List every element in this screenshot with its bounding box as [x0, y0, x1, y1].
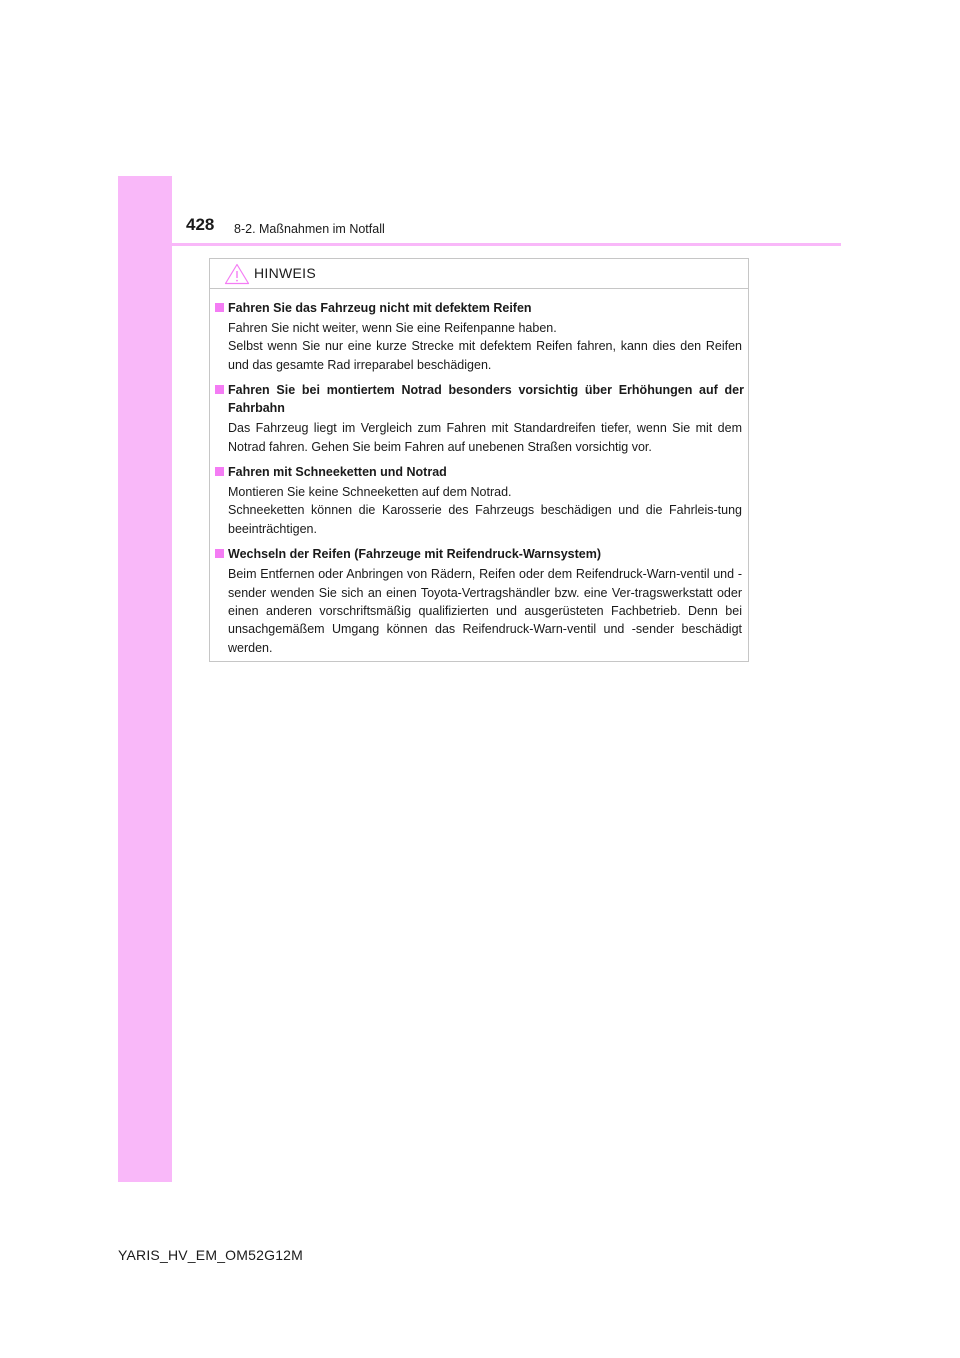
square-bullet-icon [215, 385, 224, 394]
item-heading-text: Fahren Sie das Fahrzeug nicht mit defektem Reifen [228, 301, 532, 315]
notice-item [210, 299, 750, 374]
page-number: 428 [186, 215, 215, 234]
item-text [210, 565, 750, 657]
notice-header [210, 259, 748, 289]
item-text [210, 483, 750, 538]
item-heading [210, 463, 750, 481]
square-bullet-icon [215, 467, 224, 476]
notice-body [210, 299, 750, 664]
notice-title: HINWEIS [254, 265, 316, 281]
footer-doc-code: YARIS_HV_EM_OM52G12M [118, 1247, 304, 1263]
square-bullet-icon [215, 549, 224, 558]
header-rule [118, 243, 841, 246]
section-title: 8-2. Maßnahmen im Notfall [234, 222, 385, 236]
item-text [210, 419, 750, 456]
item-heading [210, 381, 750, 417]
item-paragraph: Schneeketten können die Karosserie des Fahrzeugs beschädigen und die Fahrleis-tung beeinträchtigen. [228, 503, 742, 536]
notice-item [210, 463, 750, 538]
warning-triangle-icon [224, 263, 250, 285]
side-color-band [118, 176, 172, 1182]
item-heading-text: Fahren Sie bei montiertem Notrad besonders vorsichtig über Erhöhungen auf der Fahrbahn [228, 383, 744, 416]
item-heading-text: Wechseln der Reifen (Fahrzeuge mit Reifendruck-Warnsystem) [228, 547, 602, 562]
notice-box [209, 258, 749, 662]
item-paragraph: Selbst wenn Sie nur eine kurze Strecke mit defektem Reifen fahren, kann dies den Reifen und das gesamte Rad irreparabel beschädigen. [228, 339, 742, 372]
item-heading-text: Fahren mit Schneeketten und Notrad [228, 465, 447, 480]
item-paragraph: Das Fahrzeug liegt im Vergleich zum Fahren mit Standardreifen tiefer, wenn Sie mit dem Notrad fahren. Gehen Sie beim Fahren auf unebenen Straßen vorsichtig vor. [228, 421, 742, 454]
item-paragraph: Beim Entfernen oder Anbringen von Rädern, Reifen oder dem Reifendruck-Warn-ventil und -sender wenden Sie sich an einen Toyota-Vertragshändler bzw. eine Ver-tragswerkstatt oder einen anderen vorschriftsmäßig qualifizierten und ausgerüsteten Fachbetrieb. Denn bei unsachgemäßem Umgang können das Reifendruck-Warn-ventil und -sender beschädigt werden. [228, 567, 742, 655]
item-heading [210, 299, 750, 317]
square-bullet-icon [215, 303, 224, 312]
item-paragraph: Montieren Sie keine Schneeketten auf dem Notrad. [228, 485, 512, 500]
item-paragraph: Fahren Sie nicht weiter, wenn Sie eine Reifenpanne haben. [228, 321, 557, 335]
item-text [210, 319, 750, 374]
item-heading [210, 545, 750, 563]
notice-item [210, 545, 750, 657]
notice-item [210, 381, 750, 456]
